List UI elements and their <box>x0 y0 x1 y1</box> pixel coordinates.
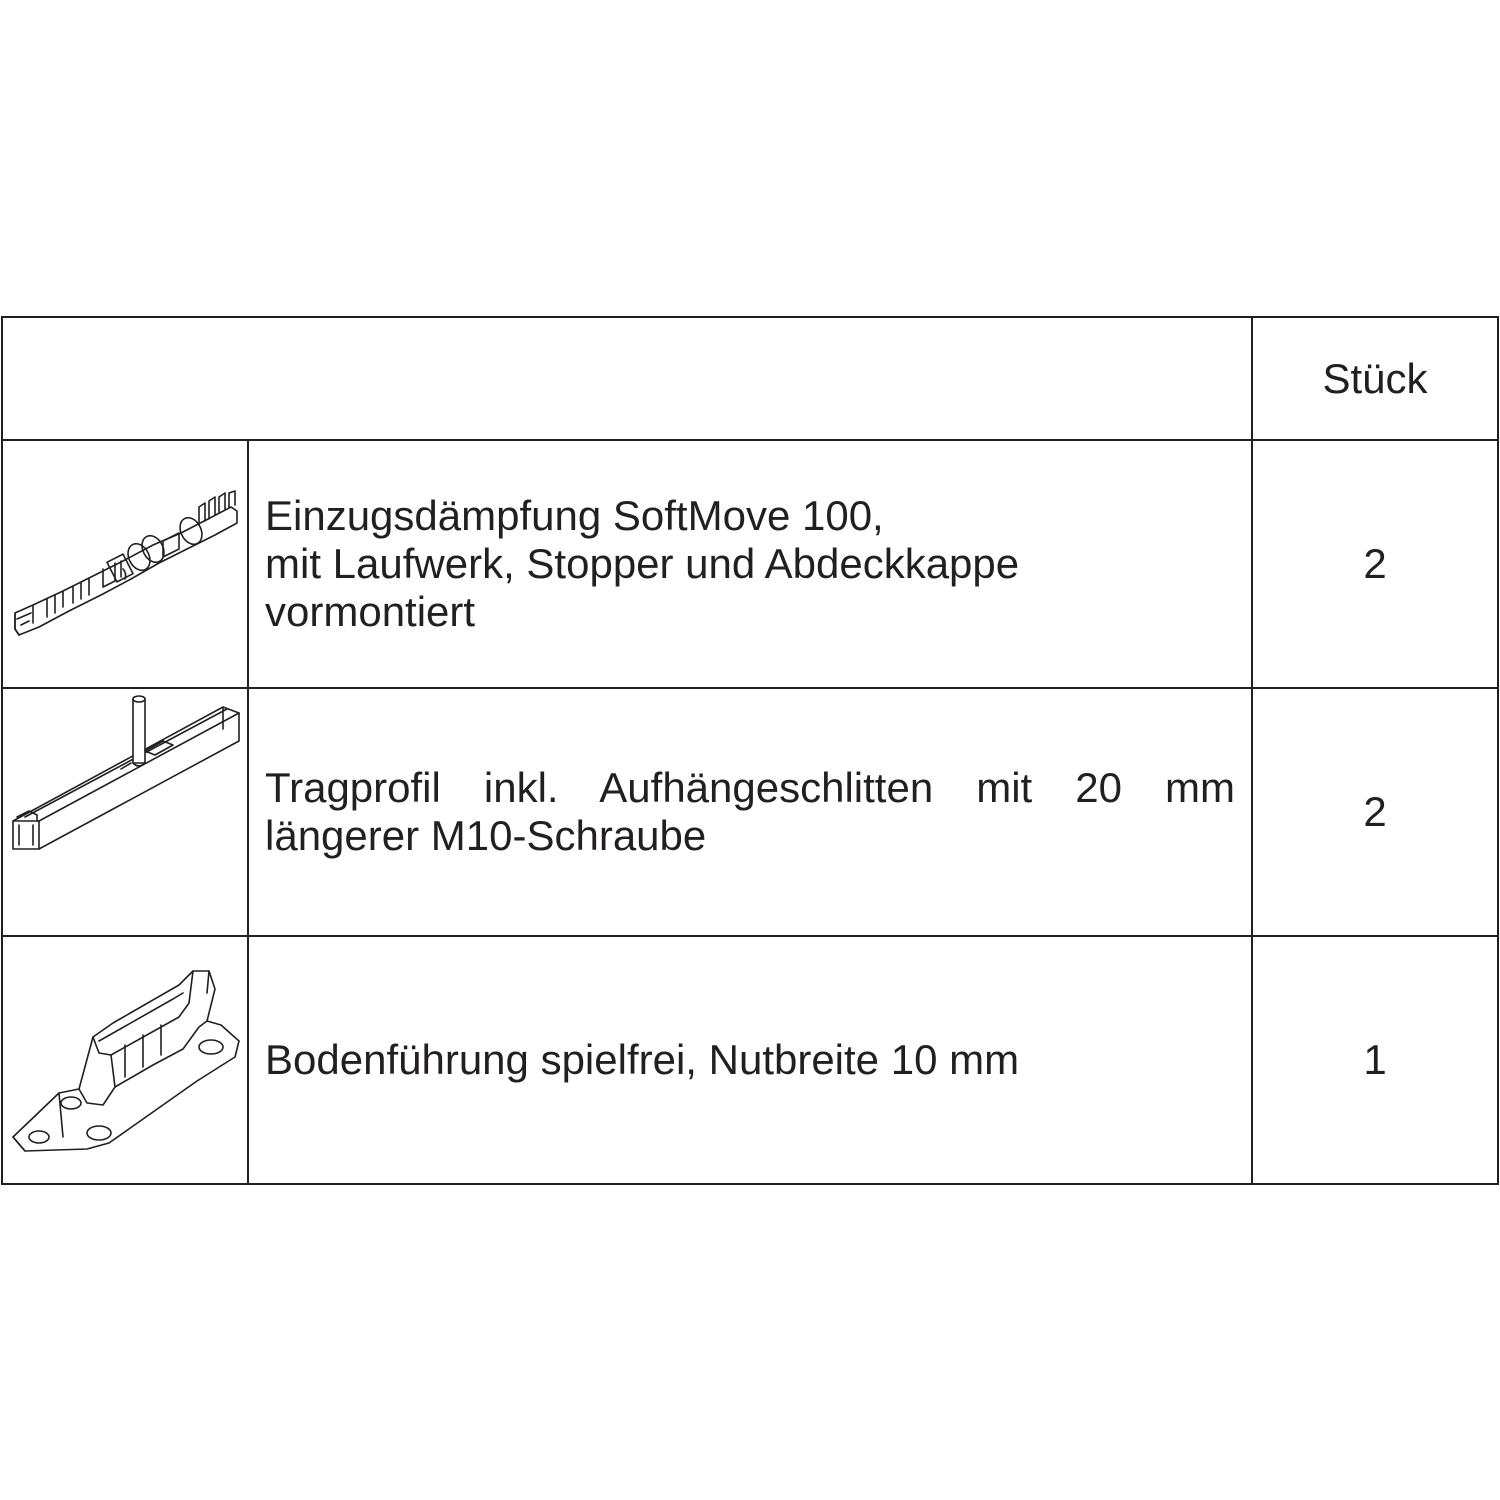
softmove-damper-icon <box>3 441 249 687</box>
qty-cell: 1 <box>1252 936 1498 1184</box>
description-line: Tragprofil inkl. Aufhängeschlitten mit 20 mm <box>265 763 1235 811</box>
table-row <box>2 936 1498 1184</box>
description-line: Bodenführung spielfrei, Nutbreite 10 mm <box>265 1035 1020 1083</box>
qty-cell: 2 <box>1252 688 1498 936</box>
image-cell <box>2 688 248 936</box>
table-row <box>2 688 1498 936</box>
image-cell <box>2 440 248 688</box>
support-profile-icon <box>3 689 249 935</box>
image-cell <box>2 936 248 1184</box>
description-line: längerer M10-Schraube <box>265 812 707 859</box>
qty-cell: 2 <box>1252 440 1498 688</box>
description-line: mit Laufwerk, Stopper und Abdeckkappe <box>265 539 1020 587</box>
parts-list-table <box>1 316 1499 1185</box>
description-line: Einzugsdämpfung SoftMove 100, <box>265 491 884 539</box>
floor-guide-icon <box>3 937 249 1183</box>
header-qty-cell: Stück <box>1252 317 1498 440</box>
description-cell <box>248 440 1252 688</box>
header-description-cell <box>2 317 1252 440</box>
description-cell <box>248 936 1252 1184</box>
table-row <box>2 440 1498 688</box>
description-line: vormontiert <box>265 588 476 636</box>
table-header-row <box>2 317 1498 440</box>
description-cell <box>248 688 1252 936</box>
